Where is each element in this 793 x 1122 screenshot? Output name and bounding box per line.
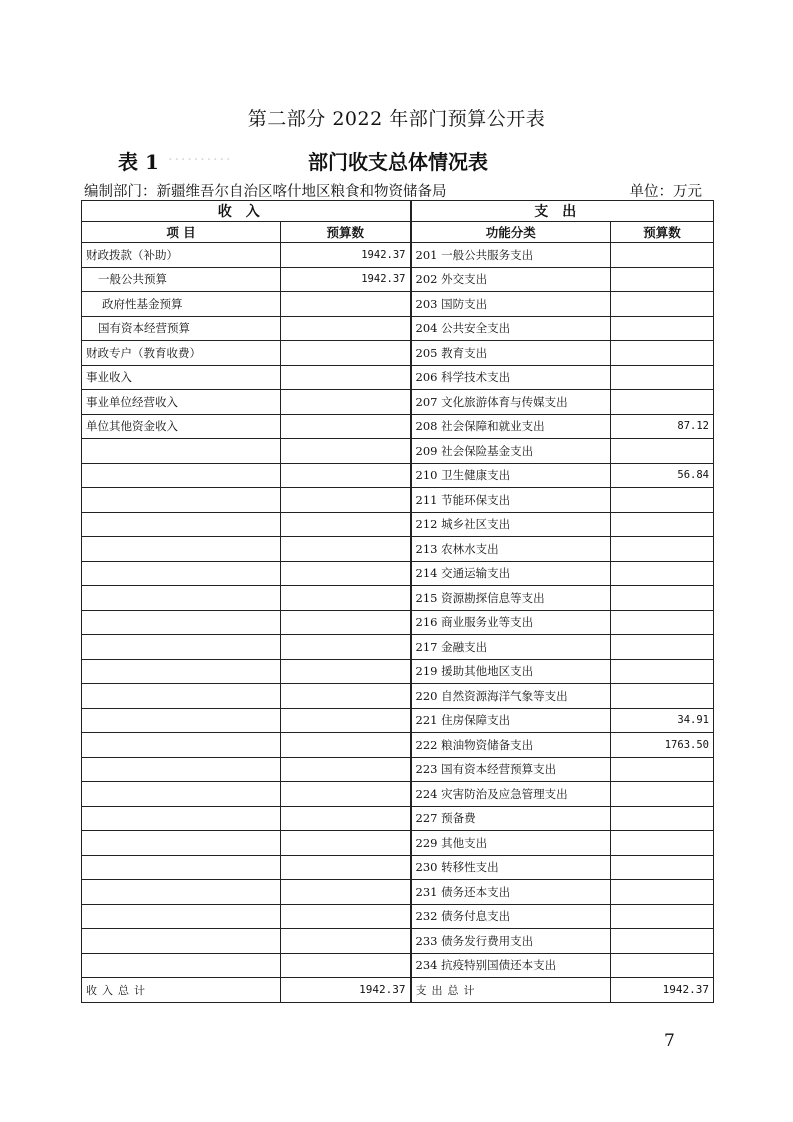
expense-item-cell: 222 粮油物资储备支出 [411, 733, 611, 758]
expense-item-cell: 227 预备费 [411, 806, 611, 831]
expense-item-cell: 213 农林水支出 [411, 537, 611, 562]
income-item-cell [82, 929, 281, 954]
income-value-cell [281, 365, 411, 390]
income-item-cell [82, 904, 281, 929]
table-row [82, 855, 714, 880]
expense-value-cell [611, 439, 714, 464]
income-value-cell [281, 733, 411, 758]
table-row [82, 635, 714, 660]
col-item-header: 项 目 [82, 222, 281, 243]
expense-item-cell: 207 文化旅游体育与传媒支出 [411, 390, 611, 415]
compiling-unit: 编制部门：新疆维吾尔自治区喀什地区粮食和物资储备局 [84, 184, 447, 200]
income-value-cell [281, 537, 411, 562]
expense-value-cell [611, 586, 714, 611]
expense-value-cell: 56.84 [611, 463, 714, 488]
expense-item-cell: 212 城乡社区支出 [411, 512, 611, 537]
income-item-cell [82, 831, 281, 856]
income-item-cell [82, 439, 281, 464]
total-row [82, 978, 714, 1003]
expense-item-cell: 233 债务发行费用支出 [411, 929, 611, 954]
expense-item-cell: 211 节能环保支出 [411, 488, 611, 513]
income-value-cell [281, 610, 411, 635]
expense-value-cell [611, 243, 714, 268]
income-header: 收入 [82, 201, 411, 222]
budget-table [81, 200, 714, 1003]
expense-item-cell: 215 资源勘探信息等支出 [411, 586, 611, 611]
expense-item-cell: 205 教育支出 [411, 341, 611, 366]
table-row [82, 806, 714, 831]
table-title-block [118, 146, 718, 176]
expense-value-cell [611, 635, 714, 660]
expense-header: 支出 [411, 201, 714, 222]
expense-value-cell [611, 929, 714, 954]
header-info-line [84, 180, 702, 201]
expense-value-cell [611, 292, 714, 317]
expense-value-cell [611, 316, 714, 341]
expense-value-cell [611, 806, 714, 831]
expense-value-cell [611, 610, 714, 635]
expense-value-cell [611, 341, 714, 366]
table-name: 部门收支总体情况表 [308, 150, 488, 174]
income-item-cell [82, 561, 281, 586]
income-value-cell [281, 757, 411, 782]
table-row [82, 243, 714, 268]
expense-value-cell [611, 953, 714, 978]
part-title: 第二部分 2022 年部门预算公开表 [247, 108, 546, 130]
income-item-cell: 国有资本经营预算 [82, 316, 281, 341]
expense-value-cell [611, 537, 714, 562]
income-value-cell [281, 831, 411, 856]
income-item-cell [82, 708, 281, 733]
income-item-cell [82, 733, 281, 758]
expense-value-cell [611, 831, 714, 856]
expense-value-cell [611, 904, 714, 929]
table-row [82, 439, 714, 464]
table-row [82, 292, 714, 317]
income-value-cell [281, 488, 411, 513]
table-row [82, 757, 714, 782]
col-budget-left-header: 预算数 [281, 222, 411, 243]
table-row [82, 659, 714, 684]
expense-item-cell: 206 科学技术支出 [411, 365, 611, 390]
expense-item-cell: 204 公共安全支出 [411, 316, 611, 341]
table-row [82, 733, 714, 758]
unit-label: 单位：万元 [629, 184, 702, 200]
expense-item-cell: 208 社会保障和就业支出 [411, 414, 611, 439]
expense-item-cell: 201 一般公共服务支出 [411, 243, 611, 268]
table-row [82, 904, 714, 929]
expense-item-cell: 220 自然资源海洋气象等支出 [411, 684, 611, 709]
expense-value-cell [611, 684, 714, 709]
income-value-cell [281, 708, 411, 733]
table-row [82, 953, 714, 978]
income-item-cell: 财政专户（教育收费） [82, 341, 281, 366]
income-value-cell [281, 439, 411, 464]
income-item-cell [82, 757, 281, 782]
expense-value-cell [611, 267, 714, 292]
table-row [82, 488, 714, 513]
income-item-cell [82, 610, 281, 635]
col-category-header: 功能分类 [411, 222, 611, 243]
table-row [82, 267, 714, 292]
expense-value-cell [611, 659, 714, 684]
income-item-cell [82, 463, 281, 488]
income-item-cell [82, 684, 281, 709]
expense-item-cell: 209 社会保险基金支出 [411, 439, 611, 464]
table-row [82, 610, 714, 635]
expense-item-cell: 219 援助其他地区支出 [411, 659, 611, 684]
expense-item-cell: 216 商业服务业等支出 [411, 610, 611, 635]
income-item-cell: 事业收入 [82, 365, 281, 390]
table-number: 表 1 [118, 150, 159, 174]
section-header-row [82, 201, 714, 222]
table-row [82, 561, 714, 586]
income-value-cell [281, 463, 411, 488]
income-item-cell [82, 635, 281, 660]
income-total-value: 1942.37 [281, 978, 411, 1003]
income-value-cell [281, 659, 411, 684]
income-item-cell: 单位其他资金收入 [82, 414, 281, 439]
expense-item-cell: 210 卫生健康支出 [411, 463, 611, 488]
table-row [82, 341, 714, 366]
table-title-dots: .......... [168, 148, 233, 164]
income-item-cell [82, 880, 281, 905]
expense-value-cell: 34.91 [611, 708, 714, 733]
expense-value-cell [611, 782, 714, 807]
expense-item-cell: 221 住房保障支出 [411, 708, 611, 733]
income-value-cell [281, 635, 411, 660]
income-item-cell [82, 537, 281, 562]
income-value-cell [281, 904, 411, 929]
income-item-cell [82, 782, 281, 807]
table-row [82, 316, 714, 341]
income-value-cell [281, 414, 411, 439]
expense-value-cell: 87.12 [611, 414, 714, 439]
expense-value-cell [611, 365, 714, 390]
expense-item-cell: 214 交通运输支出 [411, 561, 611, 586]
income-value-cell [281, 316, 411, 341]
expense-item-cell: 203 国防支出 [411, 292, 611, 317]
income-value-cell [281, 390, 411, 415]
income-value-cell [281, 929, 411, 954]
income-value-cell [281, 782, 411, 807]
table-row [82, 831, 714, 856]
income-item-cell [82, 659, 281, 684]
expense-item-cell: 229 其他支出 [411, 831, 611, 856]
income-value-cell [281, 953, 411, 978]
income-item-cell: 事业单位经营收入 [82, 390, 281, 415]
income-value-cell [281, 855, 411, 880]
income-value-cell [281, 806, 411, 831]
column-header-row [82, 222, 714, 243]
income-item-cell [82, 512, 281, 537]
table-row [82, 463, 714, 488]
table-row [82, 537, 714, 562]
expense-item-cell: 231 债务还本支出 [411, 880, 611, 905]
income-value-cell [281, 341, 411, 366]
income-value-cell [281, 880, 411, 905]
income-value-cell: 1942.37 [281, 243, 411, 268]
expense-item-cell: 230 转移性支出 [411, 855, 611, 880]
expense-value-cell [611, 390, 714, 415]
income-item-cell: 一般公共预算 [82, 267, 281, 292]
income-item-cell [82, 806, 281, 831]
expense-item-cell: 223 国有资本经营预算支出 [411, 757, 611, 782]
col-budget-right-header: 预算数 [611, 222, 714, 243]
income-item-cell: 政府性基金预算 [82, 292, 281, 317]
expense-total-label: 支出总计 [411, 978, 611, 1003]
table-row [82, 684, 714, 709]
table-row [82, 586, 714, 611]
expense-value-cell [611, 880, 714, 905]
table-row [82, 414, 714, 439]
expense-item-cell: 202 外交支出 [411, 267, 611, 292]
expense-item-cell: 217 金融支出 [411, 635, 611, 660]
expense-value-cell: 1763.50 [611, 733, 714, 758]
income-value-cell [281, 292, 411, 317]
expense-value-cell [611, 757, 714, 782]
income-value-cell [281, 561, 411, 586]
expense-value-cell [611, 561, 714, 586]
income-item-cell [82, 586, 281, 611]
table-row [82, 390, 714, 415]
income-value-cell [281, 586, 411, 611]
table-row [82, 365, 714, 390]
income-item-cell [82, 953, 281, 978]
table-row [82, 782, 714, 807]
expense-value-cell [611, 855, 714, 880]
expense-item-cell: 232 债务付息支出 [411, 904, 611, 929]
income-value-cell: 1942.37 [281, 267, 411, 292]
expense-value-cell [611, 488, 714, 513]
page-number: 7 [664, 1031, 675, 1051]
income-total-label: 收入总计 [82, 978, 281, 1003]
income-item-cell [82, 488, 281, 513]
income-value-cell [281, 684, 411, 709]
table-row [82, 929, 714, 954]
expense-total-value: 1942.37 [611, 978, 714, 1003]
table-row [82, 512, 714, 537]
income-item-cell: 财政拨款（补助） [82, 243, 281, 268]
table-row [82, 708, 714, 733]
expense-value-cell [611, 512, 714, 537]
income-item-cell [82, 855, 281, 880]
expense-item-cell: 224 灾害防治及应急管理支出 [411, 782, 611, 807]
income-value-cell [281, 512, 411, 537]
table-row [82, 880, 714, 905]
expense-item-cell: 234 抗疫特别国债还本支出 [411, 953, 611, 978]
